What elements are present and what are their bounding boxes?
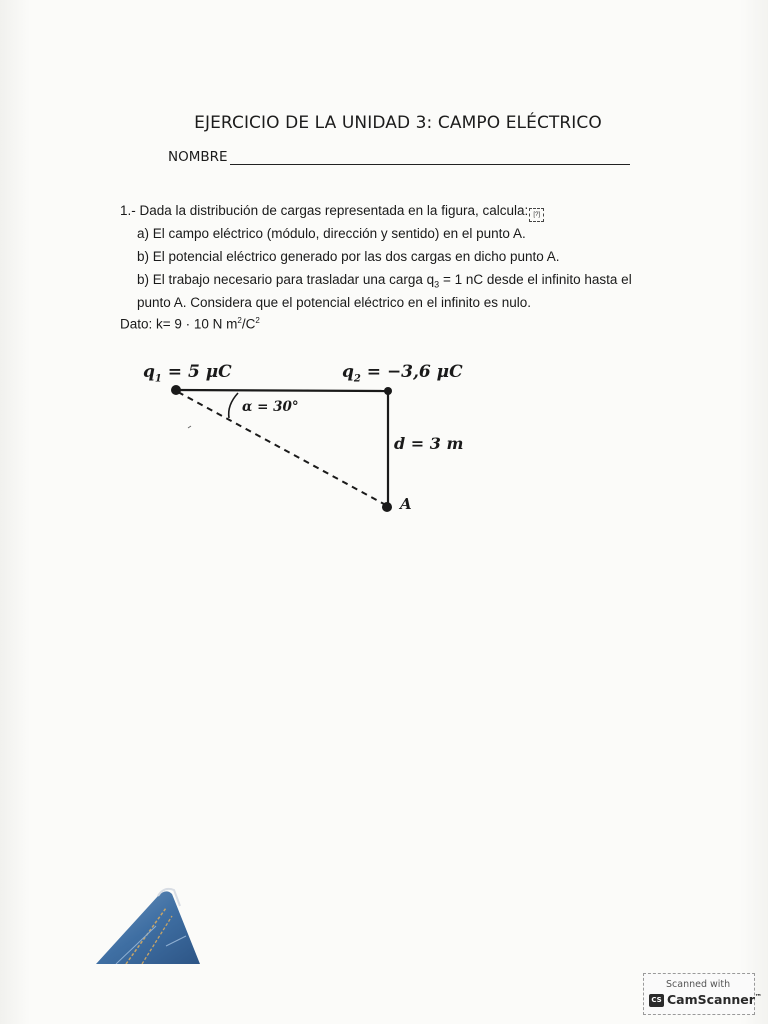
q1-label xyxy=(143,362,232,384)
distance-label: d = 3 m xyxy=(394,434,464,453)
camscanner-watermark xyxy=(643,973,762,1015)
q1-subscript: 1 xyxy=(154,373,162,385)
question-item-a: a) El campo eléctrico (módulo, dirección y sentido) en el punto A. xyxy=(137,226,526,241)
q2-label xyxy=(342,362,463,384)
point-a-dot xyxy=(382,502,392,512)
question-item-b: b) El potencial eléctrico generado por las dos cargas en dicho punto A. xyxy=(137,249,560,264)
charge-q1-dot xyxy=(171,385,181,395)
q2-symbol: q xyxy=(342,362,354,382)
dato-mid: /C xyxy=(241,316,256,332)
document-title: EJERCICIO DE LA UNIDAD 3: CAMPO ELÉCTRICO xyxy=(194,113,602,133)
scan-speck xyxy=(188,426,191,428)
placeholder-box-icon: [?] xyxy=(529,208,544,222)
charge-q2-dot xyxy=(384,387,392,395)
watermark-brand xyxy=(667,992,762,1007)
q1-value: = 5 μC xyxy=(161,362,232,382)
trademark-mark: ™ xyxy=(754,992,762,1001)
watermark-brand-text: CamScanner xyxy=(667,992,755,1007)
dato-prefix: Dato: k= 9 · 10 N m xyxy=(120,316,238,332)
q2-value: = −3,6 μC xyxy=(360,362,463,382)
dato-sup-2: 2 xyxy=(255,316,260,325)
denim-fabric-image xyxy=(96,886,200,964)
charge-subscript: 3 xyxy=(434,279,440,290)
question-item-c-rest: = 1 nC desde el infinito hasta el xyxy=(439,272,632,287)
name-label: NOMBRE xyxy=(168,149,228,165)
dato-sup-1: 2 xyxy=(237,316,242,325)
point-a-label: A xyxy=(400,495,412,513)
q2-subscript: 2 xyxy=(353,373,361,385)
camscanner-logo-icon: CS xyxy=(649,994,664,1007)
angle-arc xyxy=(229,393,238,418)
question-intro-text: 1.- Dada la distribución de cargas representada en la figura, calcula: xyxy=(120,203,529,218)
watermark-caption: Scanned with xyxy=(666,979,731,990)
horizontal-segment xyxy=(176,390,388,391)
question-item-c-text: b) El trabajo necesario para trasladar una carga q xyxy=(137,272,435,287)
angle-label: α = 30° xyxy=(242,399,299,415)
question-item-c-cont: punto A. Considera que el potencial eléctrico en el infinito es nulo. xyxy=(137,295,532,310)
q1-symbol: q xyxy=(143,362,155,382)
